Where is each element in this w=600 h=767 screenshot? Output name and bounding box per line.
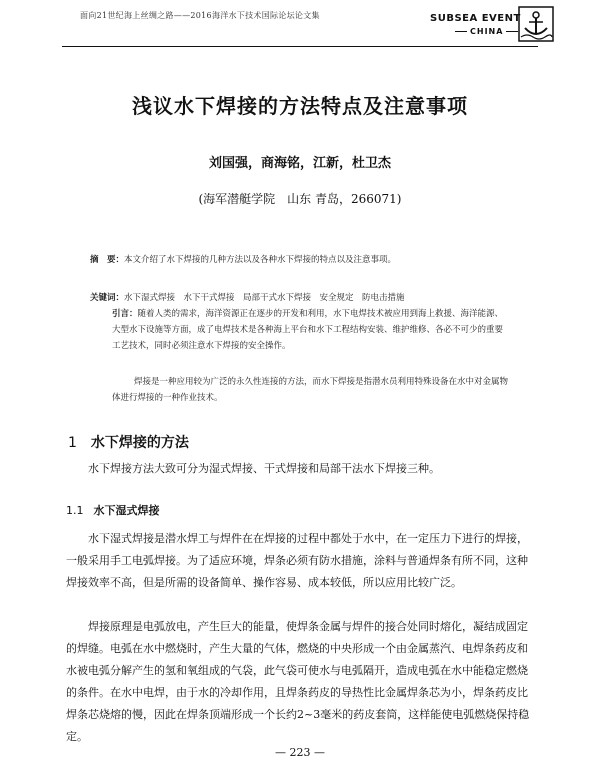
- header-rule: [62, 46, 538, 47]
- section-number: 1: [68, 435, 77, 451]
- intro-text: 随着人类的需求，海洋资源正在逐步的开发和利用，水下电焊技术被应用到海上救援、海洋能源、大型水下设施等方面，成了电焊技术是各种海上平台和水下工程结构安装、维护维修、各必不可少的重要工艺技术，同时必须注意水下焊接的安全操作。: [112, 309, 504, 351]
- paper-title: 浅议水下焊接的方法特点及注意事项: [132, 94, 468, 118]
- keywords-text: 水下湿式焊接 水下干式焊接 局部干式水下焊接 安全规定 防电击措施: [124, 293, 405, 303]
- logo-subtitle: [452, 27, 521, 36]
- abstract-label: 摘 要：: [90, 255, 125, 265]
- keywords: [90, 290, 510, 306]
- intro-label: 引言：: [112, 309, 138, 319]
- anchor-wave-icon: [518, 6, 554, 42]
- affiliation: (海军潜艇学院 山东 青岛，266071): [198, 192, 402, 206]
- abstract-text: 本文介绍了水下焊接的几种方法以及各种水下焊接的特点以及注意事项。: [124, 255, 397, 265]
- subsection-title: 水下湿式焊接: [93, 504, 160, 517]
- running-header: 面向21世纪海上丝绸之路——2016海洋水下技术国际论坛论文集: [80, 11, 320, 20]
- logo-text: SUBSEA EVENT: [430, 13, 521, 24]
- paragraph: 焊接原理是电弧放电，产生巨大的能量，使焊条金属与焊件的接合处同时熔化，凝结成固定的焊缝。电弧在水中燃烧时，产生大量的气体，燃烧的中央形成一个由金属蒸汽、电焊条药皮和水被电弧分解产生的氢和氧组成的气袋，此气袋可使水与电弧隔开，造成电弧在水中能稳定燃烧的条件。在水中电焊，由于水的冷却作用，且焊条药皮的导热性比金属焊条芯为小，焊条药皮比焊条芯烧熔的慢，因此在焊条顶端形成一个长约2~3毫米的药皮套筒，这样能使电弧燃烧保持稳定。: [66, 620, 530, 743]
- introduction: [112, 306, 510, 354]
- keywords-label: 关键词：: [90, 293, 125, 303]
- abstract: [90, 252, 510, 268]
- paragraph: 水下湿式焊接是潜水焊工与焊件在在焊接的过程中都处于水中，在一定压力下进行的焊接，一般采用手工电弧焊接。为了适应环境，焊条必须有防水措施，涂料与普通焊条有所不同，这种焊接效率不高，但是所需的设备简单、操作容易、成本较低，所以应用比较广泛。: [66, 532, 528, 589]
- authors: 刘国强，商海铭，江新，杜卫杰: [208, 156, 391, 171]
- section-heading: [68, 432, 189, 452]
- subsection-number: 1.1: [66, 504, 84, 517]
- section-intro: 水下焊接方法大致可分为湿式焊接、干式焊接和局部干法水下焊接三种。: [88, 462, 440, 475]
- subsection-heading: [66, 502, 160, 518]
- section-title: 水下焊接的方法: [90, 435, 189, 451]
- introduction-2: 焊接是一种应用较为广泛的永久性连接的方法，而水下焊接是指潜水员利用特殊设备在水中对金属物体进行焊接的一种作业技术。: [112, 377, 509, 403]
- page-number: — 223 —: [275, 746, 325, 759]
- logo-sub-text: CHINA: [470, 27, 504, 36]
